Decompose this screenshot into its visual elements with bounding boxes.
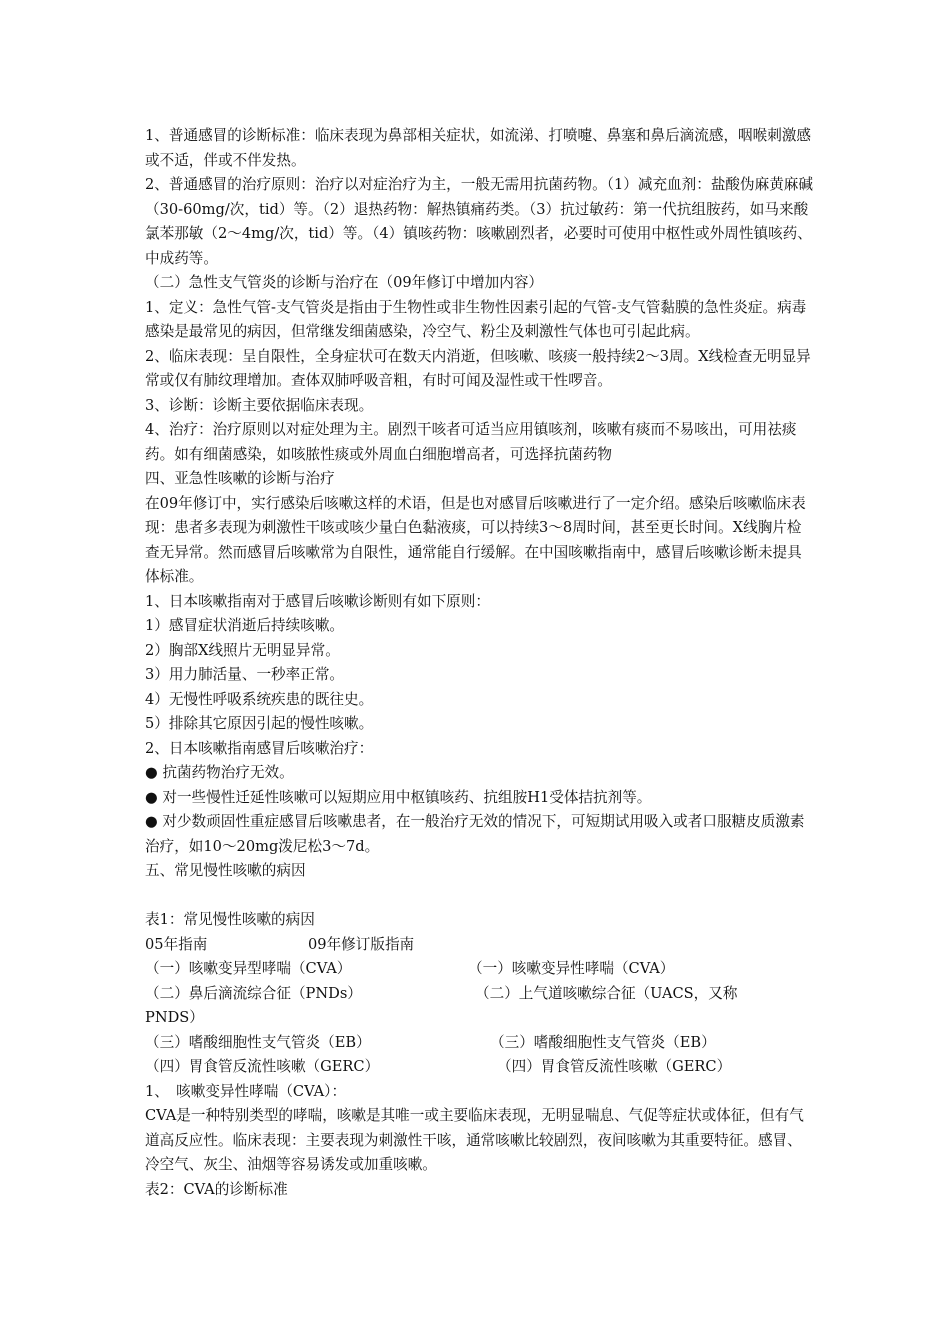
table1-cell-left: （四）胃食管反流性咳嗽（GERC） <box>145 1058 380 1075</box>
paragraph-japan-criteria-intro: 1、日本咳嗽指南对于感冒后咳嗽诊断则有如下原则： <box>145 592 490 610</box>
table2-caption: 表2：CVA的诊断标准 <box>145 1180 288 1198</box>
table1-cell-left: （一）咳嗽变异型哮喘（CVA） <box>145 960 352 977</box>
table-row <box>145 957 815 982</box>
list-item-criterion-4: 4）无慢性呼吸系统疾患的既往史。 <box>145 690 374 708</box>
paragraph-bronchitis-diagnosis: 3、诊断：诊断主要依据临床表现。 <box>145 396 374 414</box>
table1-header-right: 09年修订版指南 <box>308 935 415 953</box>
bullet-item-2: ● 对一些慢性迁延性咳嗽可以短期应用中枢镇咳药、抗组胺H1受体拮抗剂等。 <box>145 788 652 806</box>
heading-acute-bronchitis: （二）急性支气管炎的诊断与治疗在（09年修订中增加内容） <box>145 274 544 291</box>
list-item-criterion-2: 2）胸部X线照片无明显异常。 <box>145 641 340 659</box>
table1-header-row <box>145 933 815 958</box>
list-item-criterion-3: 3）用力肺活量、一秒率正常。 <box>145 666 345 683</box>
paragraph-postinfectious-cough: 在09年修订中，实行感染后咳嗽这样的术语，但是也对感冒后咳嗽进行了一定介绍。感染后咳嗽临床表现：患者多表现为刺激性干咳或咳少量白色黏液痰，可以持续3～8周时间，甚至更长时间。X线胸片检查无异常。然而感冒后咳嗽常为自限性，通常能自行缓解。在中国咳嗽指南中，感冒后咳嗽诊断未提具体标准。 <box>145 494 806 585</box>
paragraph-cold-diagnosis: 1、普通感冒的诊断标准：临床表现为鼻部相关症状，如流涕、打喷嚏、鼻塞和鼻后滴流感，咽喉刺激感或不适，伴或不伴发热。 <box>145 127 812 169</box>
bullet-item-1: ● 抗菌药物治疗无效。 <box>145 764 294 781</box>
table-row <box>145 982 815 1007</box>
document-page <box>145 124 815 1202</box>
heading-chronic-cough-causes: 五、常见慢性咳嗽的病因 <box>145 862 306 879</box>
bullet-item-3: ● 对少数顽固性重症感冒后咳嗽患者，在一般治疗无效的情况下，可短期试用吸入或者口服糖皮质激素治疗，如10～20mg泼尼松3～7d。 <box>145 813 805 855</box>
paragraph-bronchitis-symptoms: 2、临床表现：呈自限性，全身症状可在数天内消逝，但咳嗽、咳痰一般持续2～3周。X线检查无明显异常或仅有肺纹理增加。查体双肺呼吸音粗，有时可闻及湿性或干性啰音。 <box>145 347 811 389</box>
table1-cell-right: （三）嗜酸细胞性支气管炎（EB） <box>490 1033 716 1051</box>
table-row-continuation <box>145 1006 815 1031</box>
table1-caption: 表1：常见慢性咳嗽的病因 <box>145 911 315 928</box>
paragraph-bronchitis-treatment: 4、治疗：治疗原则以对症处理为主。剧烈干咳者可适当应用镇咳剂，咳嗽有痰而不易咳出，可用祛痰药。如有细菌感染，如咳脓性痰或外周血白细胞增高者，可选择抗菌药物 <box>145 421 797 463</box>
table-row <box>145 1031 815 1056</box>
paragraph-cold-treatment: 2、普通感冒的治疗原则：治疗以对症治疗为主，一般无需用抗菌药物。（1）减充血剂：盐酸伪麻黄麻碱（30-60mg/次，tid）等。（2）退热药物：解热镇痛药类。（3）抗过敏药：第一代抗组胺药，如马来酸氯苯那敏（2～4mg/次，tid）等。（4）镇咳药物：咳嗽剧烈者，必要时可使用中枢性或外周性镇咳药、中成药等。 <box>145 176 813 267</box>
heading-cva: 1、 咳嗽变异性哮喘（CVA）： <box>145 1082 347 1100</box>
table1-header-left: 05年指南 <box>145 935 208 953</box>
paragraph-bronchitis-definition: 1、定义：急性气管-支气管炎是指由于生物性或非生物性因素引起的气管-支气管黏膜的急性炎症。病毒感染是最常见的病因，但常继发细菌感染，冷空气、粉尘及刺激性气体也可引起此病。 <box>145 298 807 340</box>
paragraph-japan-treatment-intro: 2、日本咳嗽指南感冒后咳嗽治疗： <box>145 739 374 757</box>
list-item-criterion-1: 1）感冒症状消逝后持续咳嗽。 <box>145 617 345 634</box>
list-item-criterion-5: 5）排除其它原因引起的慢性咳嗽。 <box>145 715 374 732</box>
table1-cell-right: （一）咳嗽变异性哮喘（CVA） <box>468 960 675 977</box>
table1-cell-left: （二）鼻后滴流综合征（PNDs） <box>145 984 362 1002</box>
table1-cell-right: （四）胃食管反流性咳嗽（GERC） <box>497 1058 732 1075</box>
table1-cell-right: （二）上气道咳嗽综合征（UACS，又称 <box>475 984 738 1002</box>
table-row <box>145 1055 815 1080</box>
paragraph-cva-description: CVA是一种特别类型的哮喘，咳嗽是其唯一或主要临床表现，无明显喘息、气促等症状或体征，但有气道高反应性。临床表现：主要表现为刺激性干咳，通常咳嗽比较剧烈，夜间咳嗽为其重要特征。感冒、冷空气、灰尘、油烟等容易诱发或加重咳嗽。 <box>145 1107 804 1173</box>
spacer <box>145 884 815 909</box>
table1-cell-right-continuation: PNDS） <box>145 1009 204 1026</box>
table1-cell-left: （三）嗜酸细胞性支气管炎（EB） <box>145 1033 371 1051</box>
heading-subacute-cough: 四、亚急性咳嗽的诊断与治疗 <box>145 470 335 487</box>
